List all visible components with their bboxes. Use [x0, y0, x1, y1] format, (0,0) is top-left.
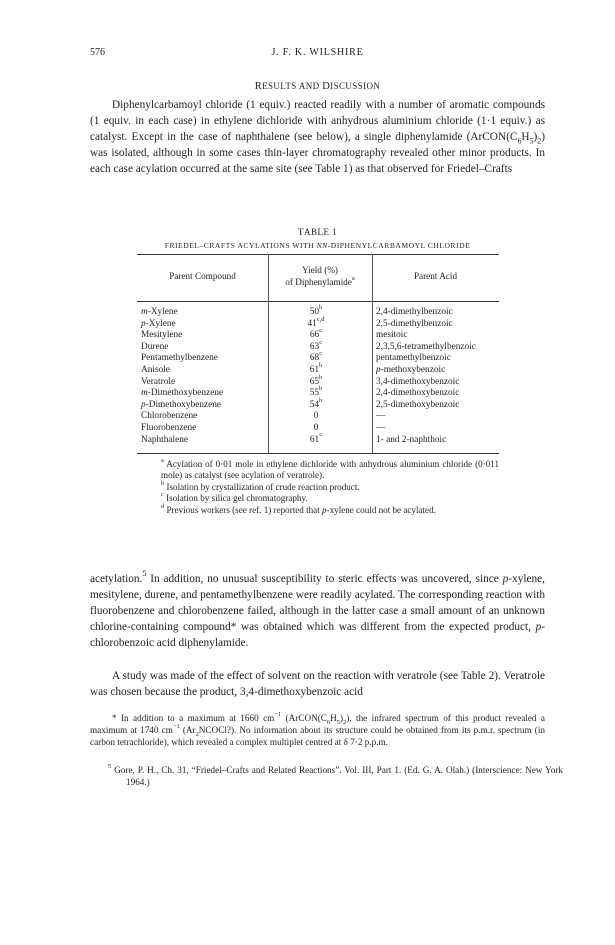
- table-row: Pentamethylbenzene 68$^c$ pentamethylbenzoic: [141, 350, 451, 364]
- intro-paragraph: Diphenylcarbamoyl chloride (1 equiv.) reacted readily with a number of aromatic compounds (1 equiv. in each case) in ethylene dichloride with anhydrous aluminium chloride (1·1 equiv.) as catalyst. Except in the case of naphthalene (see below), a single diphenylamide $(ArCON(C_6H_5)_2)$ was isolated, although in some cases thin-layer chromatography revealed other minor products. In each case acylation occurred at the same site (see Table 1) as that observed for Friedel–Crafts: [90, 99, 545, 175]
- table-row: p-Xylene 41$^{c,d}$ 2,5-dimethylbenzoic: [141, 315, 453, 329]
- table-row: Veratrole 65$^b$ 3,4-dimethoxybenzoic: [141, 373, 460, 387]
- page-number: 576: [90, 47, 105, 58]
- table-bottom-rule: [137, 453, 499, 454]
- footnote-star: * In addition to a maximum at 1660 $cm^{-1}$ $(ArCON(C_6H_5)_2)$, the infrared spectrum of this product revealed a maximum at 1740 $cm^{-1}$ $(Ar_2NCOCl?)$. No information about its structure could be obtained from its p.m.r. spectrum (in carbon tetrachloride), which revealed a complex multiplet centred at δ 7·2 p.p.m.: [90, 710, 545, 748]
- table-row: Chlorobenzene 0 —: [141, 411, 386, 422]
- table-row: Naphthalene 61$^c$ 1- and 2-naphthoic: [141, 431, 447, 445]
- table-note-b: $^b$ Isolation by crystallization of crude reaction product.: [161, 479, 360, 492]
- table-title: FRIEDEL–CRAFTS ACYLATIONS WITH NN-DIPHENYLCARBAMOYL CHLORIDE: [164, 241, 471, 250]
- table-row: p-Dimethoxybenzene 54$^b$ 2,5-dimethoxybenzoic: [141, 396, 460, 410]
- table-note-d: $^d$ Previous workers (see ref. 1) reported that p-xylene could not be acylated.: [161, 502, 436, 515]
- table-row: Durene 63$^c$ 2,3,5,6-tetramethylbenzoic: [141, 338, 476, 352]
- table-header-parent-compound: Parent Compound: [169, 271, 236, 281]
- table-header-rule: [137, 301, 499, 302]
- table-note-c: $^c$ Isolation by silica gel chromatography.: [161, 491, 308, 504]
- table-row: Fluorobenzene 0 —: [141, 422, 386, 433]
- page-header: [90, 47, 545, 61]
- table-footnotes: [137, 459, 499, 516]
- table-row: Mesitylene 66$^c$ mesitoic: [141, 327, 408, 341]
- table-top-rule: [137, 254, 499, 255]
- paragraph-acetylation: acetylation.$^5$ In addition, no unusual susceptibility to steric effects was uncovered, since p-xylene, mesitylene, durene, and pentamethylbenzene were readily acylated. The corresponding reaction with fluorobenzene and chlorobenzene failed, although in the latter case a small amount of an unknown chlorine-containing compound* was obtained which was different from the expected product, p-chlorobenzoic acid diphenylamide.: [90, 569, 545, 649]
- table-note-a: $^a$ Acylation of 0·01 mole in ethylene dichloride with anhydrous aluminium chloride (0·011 mole) as catalyst (see acylation of veratrole).: [161, 457, 499, 481]
- table-caption: TABLE 1: [297, 227, 338, 238]
- paragraph-solvent-study: A study was made of the effect of solvent on the reaction with veratrole (see Table 2). Veratrole was chosen because the product, 3,4-dimethoxybenzoic acid: [90, 670, 545, 698]
- table-row: m-Dimethoxybenzene 55$^b$ 2,4-dimethoxybenzoic: [141, 385, 460, 399]
- table-body: [137, 303, 499, 446]
- table-row: Anisole 61$^b$ p-methoxybenzoic: [141, 361, 446, 375]
- table-header-parent-acid: Parent Acid: [413, 271, 458, 281]
- footnote-ref-5: $^5$ Gore, P. H., Ch. 31, “Friedel–Crafts and Related Reactions”. Vol. III, Part 1. (Ed. G. A. Olah.) (Interscience: New York 1964.): [108, 762, 563, 788]
- table-row: m-Xylene 50$^b$ 2,4-dimethylbenzoic: [141, 303, 453, 317]
- section-heading: RESULTS AND DISCUSSION: [254, 81, 381, 92]
- table-header-yield: Yield (%) of Diphenylamide$^a$: [285, 265, 355, 287]
- running-head: J. F. K. WILSHIRE: [271, 47, 364, 58]
